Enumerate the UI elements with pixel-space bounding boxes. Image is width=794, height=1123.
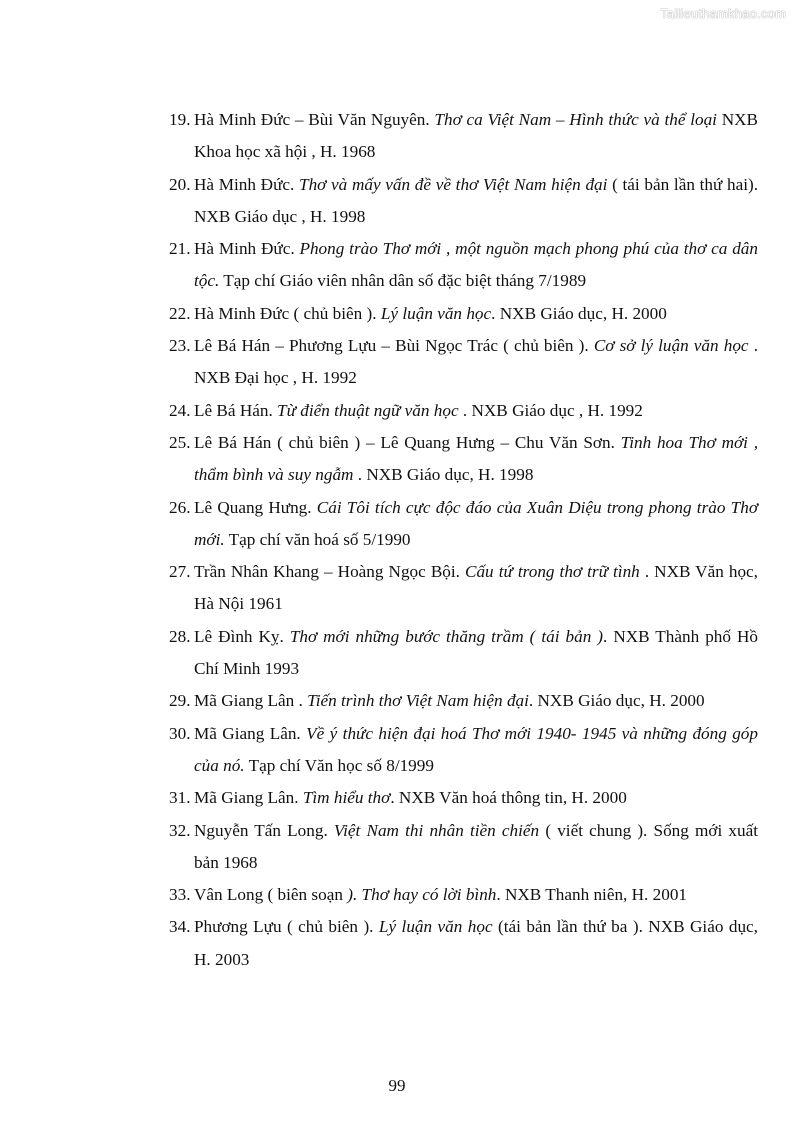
reference-item — [0, 815, 758, 880]
reference-title: Tìm hiểu thơ — [302, 788, 391, 808]
reference-publisher: Tạp chí văn hoá số 5/1990 — [224, 529, 411, 549]
reference-title: Cơ sở lý luận văn học — [593, 336, 749, 356]
reference-publisher: ( tái bản lần thứ hai). NXB Giáo dục , H. 1998 — [194, 174, 759, 226]
reference-author: Lê Đình Kỵ. — [194, 626, 290, 646]
reference-item — [0, 395, 758, 427]
reference-item — [0, 718, 758, 783]
reference-title: Lý luận văn học — [380, 303, 492, 323]
reference-item — [0, 685, 758, 717]
reference-item — [0, 621, 758, 686]
reference-title: Việt Nam thi nhân tiền chiến — [333, 820, 540, 840]
reference-publisher: . NXB Thanh niên, H. 2001 — [496, 885, 688, 905]
reference-publisher: Tạp chí Giáo viên nhân dân số đặc biệt tháng 7/1989 — [219, 271, 587, 291]
reference-number: 33. — [169, 885, 191, 905]
reference-item — [0, 911, 758, 976]
reference-number: 22. — [169, 303, 191, 323]
reference-number: 32. — [169, 820, 191, 840]
reference-author: Phương Lựu ( chủ biên ). — [194, 917, 379, 937]
reference-number: 19. — [169, 110, 191, 129]
reference-item — [0, 233, 758, 298]
reference-author: Mã Giang Lân. — [194, 723, 307, 743]
reference-author: Trần Nhân Khang – Hoàng Ngọc Bội. — [194, 562, 465, 582]
reference-author: Lê Bá Hán – Phương Lựu – Bùi Ngọc Trác ( chủ biên ). — [194, 336, 594, 356]
reference-number: 29. — [169, 691, 191, 711]
reference-publisher: . NXB Văn hoá thông tin, H. 2000 — [390, 788, 627, 808]
reference-title: Về ý thức hiện đại hoá Thơ mới 1940- 1945 và những đóng góp của nó. — [194, 723, 758, 775]
reference-author: Lê Quang Hưng. — [194, 497, 317, 517]
reference-title: Cái Tôi tích cực độc đáo của Xuân Diệu trong phong trào Thơ mới. — [194, 497, 758, 549]
reference-author: Mã Giang Lân . — [194, 691, 308, 711]
reference-publisher: Tạp chí Văn học số 8/1999 — [244, 755, 434, 775]
reference-title: Tiến trình thơ Việt Nam hiện đại — [307, 691, 529, 711]
reference-publisher: NXB Khoa học xã hội , H. 1968 — [194, 110, 759, 162]
reference-author: Hà Minh Đức – Bùi Văn Nguyên. — [194, 110, 435, 129]
reference-number: 24. — [169, 400, 191, 420]
reference-author: Lê Bá Hán. — [194, 400, 278, 420]
reference-list — [0, 104, 794, 976]
reference-item — [0, 782, 758, 814]
reference-item — [0, 492, 758, 557]
reference-author: Vân Long ( biên soạn — [194, 885, 348, 905]
reference-title: Cấu tứ trong thơ trữ tình — [465, 562, 640, 582]
reference-title: Phong trào Thơ mới , một nguồn mạch phong phú của thơ ca dân tộc. — [194, 239, 758, 291]
reference-title: Từ điển thuật ngữ văn học — [277, 400, 459, 420]
watermark: Tailieuthamkhao.com — [660, 6, 786, 21]
reference-item — [0, 879, 758, 911]
reference-author: Hà Minh Đức. — [194, 174, 300, 194]
reference-publisher: . NXB Giáo dục , H. 1992 — [458, 400, 643, 420]
reference-item — [0, 169, 758, 234]
reference-number: 30. — [169, 723, 191, 743]
reference-number: 26. — [169, 497, 191, 517]
reference-title: Thơ ca Việt Nam – Hình thức và thể loại — [434, 110, 717, 129]
reference-item — [0, 330, 758, 395]
reference-item — [0, 556, 758, 621]
reference-publisher: . NXB Văn học, Hà Nội 1961 — [194, 562, 758, 614]
reference-item — [0, 104, 758, 169]
reference-number: 27. — [169, 562, 191, 582]
reference-number: 21. — [169, 239, 191, 259]
reference-author: Mã Giang Lân. — [194, 788, 303, 808]
reference-publisher: . NXB Đại học , H. 1992 — [194, 336, 758, 388]
reference-number: 25. — [169, 432, 191, 452]
reference-publisher: ( viết chung ). Sống mới xuất bản 1968 — [194, 820, 759, 872]
reference-item — [0, 298, 758, 330]
reference-author: Nguyễn Tấn Long. — [194, 820, 334, 840]
reference-number: 28. — [169, 626, 191, 646]
reference-publisher: . NXB Giáo dục, H. 2000 — [491, 303, 667, 323]
reference-title: Lý luận văn học — [378, 917, 493, 937]
reference-author: Hà Minh Đức ( chủ biên ). — [194, 303, 381, 323]
reference-title: Thơ và mấy vấn đề về thơ Việt Nam hiện đại — [299, 174, 608, 194]
reference-publisher: . NXB Giáo dục, H. 1998 — [353, 465, 534, 485]
reference-publisher: . NXB Giáo dục, H. 2000 — [528, 691, 705, 711]
reference-title: ). Thơ hay có lời bình — [347, 885, 497, 905]
reference-title: Thơ mới những bước thăng trầm ( tái bản ) — [289, 626, 604, 646]
reference-publisher: . NXB Thành phố Hồ Chí Minh 1993 — [194, 626, 758, 679]
reference-author: Hà Minh Đức. — [194, 239, 300, 259]
reference-author: Lê Bá Hán ( chủ biên ) – Lê Quang Hưng – Chu Văn Sơn. — [194, 432, 621, 452]
reference-number: 34. — [169, 917, 191, 937]
reference-number: 20. — [169, 174, 191, 194]
reference-number: 31. — [169, 788, 191, 808]
reference-item — [0, 427, 758, 492]
page-number: 99 — [388, 1076, 406, 1095]
reference-publisher: (tái bản lần thứ ba ). NXB Giáo dục, H. 2003 — [194, 917, 758, 969]
reference-title: Tinh hoa Thơ mới , thẩm bình và suy ngẫm — [194, 432, 758, 485]
reference-number: 23. — [169, 336, 191, 356]
